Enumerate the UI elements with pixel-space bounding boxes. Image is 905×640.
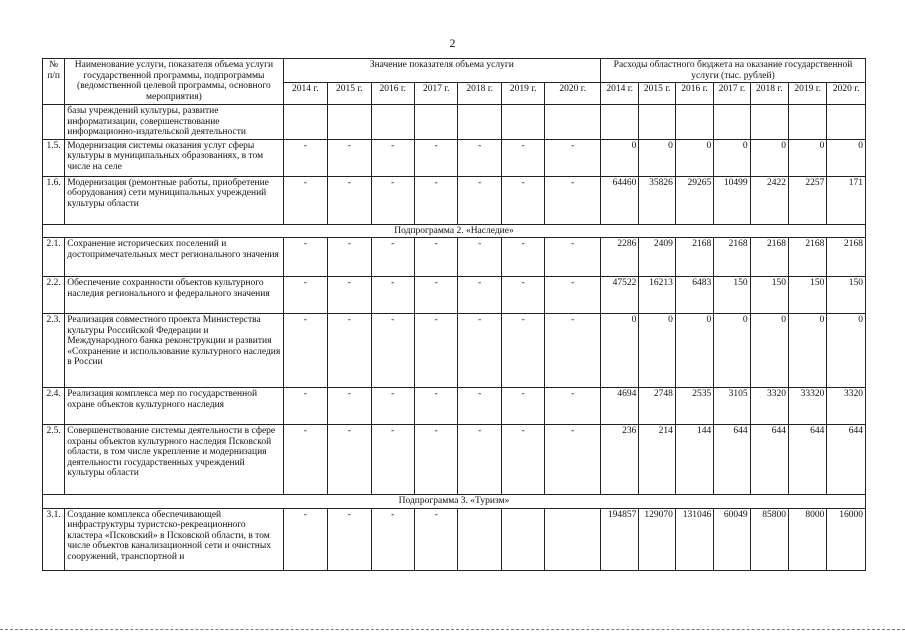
- page-number: 2: [449, 36, 456, 50]
- row-number: 2.2.: [43, 277, 65, 314]
- indicator-value: -: [328, 425, 371, 495]
- expense-value: 0: [789, 314, 827, 388]
- indicator-value: -: [415, 176, 458, 224]
- expense-value: 0: [714, 314, 750, 388]
- expense-value: 0: [675, 139, 713, 176]
- indicator-value: -: [501, 139, 544, 176]
- service-name: базы учреждений культуры, развитие информатизации, совершенствование информационно-издательской деятельности: [65, 105, 283, 140]
- indicator-value: -: [545, 314, 601, 388]
- expense-value: 150: [789, 277, 827, 314]
- row-number: [43, 105, 65, 140]
- indicator-value: [458, 105, 501, 140]
- header-num: № п/п: [43, 59, 65, 105]
- header-expense-year: 2019 г.: [789, 83, 827, 105]
- expense-value: 2286: [601, 238, 639, 277]
- header-name: Наименование услуги, показателя объема услуги государственной программы, подпрограммы (ведомственной целевой программы, основного мероприятия): [65, 59, 283, 105]
- indicator-value: -: [501, 388, 544, 425]
- indicator-value: -: [545, 139, 601, 176]
- header-values-group: Значение показателя объема услуги: [283, 59, 600, 83]
- indicator-value: -: [283, 388, 327, 425]
- table-row: [43, 176, 866, 224]
- expense-value: [675, 105, 713, 140]
- expense-value: 35826: [639, 176, 675, 224]
- expense-value: 6483: [675, 277, 713, 314]
- expense-value: 214: [639, 425, 675, 495]
- expense-value: 0: [639, 314, 675, 388]
- expense-value: 0: [827, 314, 866, 388]
- indicator-value: -: [545, 388, 601, 425]
- expense-value: 2748: [639, 388, 675, 425]
- expense-value: 47522: [601, 277, 639, 314]
- expense-value: 64460: [601, 176, 639, 224]
- indicator-value: [371, 105, 414, 140]
- expense-value: 129070: [639, 508, 675, 570]
- expense-value: 0: [601, 139, 639, 176]
- expense-value: 2168: [789, 238, 827, 277]
- expense-value: 8000: [789, 508, 827, 570]
- indicator-value: -: [283, 508, 327, 570]
- header-expense-year: 2018 г.: [750, 83, 788, 105]
- expense-value: 150: [750, 277, 788, 314]
- indicator-value: -: [371, 139, 414, 176]
- indicator-value: -: [371, 238, 414, 277]
- indicator-value: -: [545, 277, 601, 314]
- row-number: 1.6.: [43, 176, 65, 224]
- service-name: Совершенствование системы деятельности в сфере охраны объектов культурного наследия Псковской области, в том числе укрепление и модернизация деятельности государственных учреждений культуры области: [65, 425, 283, 495]
- indicator-value: -: [328, 139, 371, 176]
- expense-value: 4694: [601, 388, 639, 425]
- expense-value: 194857: [601, 508, 639, 570]
- service-name: Сохранение исторических поселений и достопримечательных мест регионального значения: [65, 238, 283, 277]
- indicator-value: [501, 105, 544, 140]
- indicator-value: -: [328, 277, 371, 314]
- subprogram-title: Подпрограмма 3. «Туризм»: [43, 495, 866, 509]
- indicator-value: -: [458, 238, 501, 277]
- expense-value: 3320: [827, 388, 866, 425]
- header-expenses-group: Расходы областного бюджета на оказание государственной услуги (тыс. рублей): [601, 59, 866, 83]
- expense-value: 644: [714, 425, 750, 495]
- expense-value: [639, 105, 675, 140]
- expense-value: 150: [827, 277, 866, 314]
- expense-value: 0: [750, 139, 788, 176]
- service-name: Реализация комплекса мер по государственной охране объектов культурного наследия: [65, 388, 283, 425]
- expense-value: 16213: [639, 277, 675, 314]
- expense-value: 2535: [675, 388, 713, 425]
- table-row: [43, 277, 866, 314]
- expense-value: 2168: [714, 238, 750, 277]
- table-row: [43, 388, 866, 425]
- service-name: Обеспечение сохранности объектов культурного наследия регионального и федерального значения: [65, 277, 283, 314]
- table-row: [43, 238, 866, 277]
- header-value-year: 2016 г.: [371, 83, 414, 105]
- expense-value: 33320: [789, 388, 827, 425]
- indicator-value: -: [458, 176, 501, 224]
- indicator-value: -: [415, 238, 458, 277]
- subprogram-row: [43, 495, 866, 509]
- indicator-value: -: [415, 425, 458, 495]
- expense-value: 150: [714, 277, 750, 314]
- expense-value: 60049: [714, 508, 750, 570]
- indicator-value: -: [415, 277, 458, 314]
- expense-value: 0: [714, 139, 750, 176]
- indicator-value: -: [371, 388, 414, 425]
- subprogram-row: [43, 224, 866, 238]
- indicator-value: -: [371, 277, 414, 314]
- indicator-value: [501, 508, 544, 570]
- table-row: [43, 105, 866, 140]
- indicator-value: -: [328, 238, 371, 277]
- indicator-value: -: [501, 238, 544, 277]
- indicator-value: -: [501, 176, 544, 224]
- indicator-value: [283, 105, 327, 140]
- expense-value: [789, 105, 827, 140]
- indicator-value: -: [501, 425, 544, 495]
- indicator-value: [328, 105, 371, 140]
- table-row: [43, 314, 866, 388]
- indicator-value: -: [328, 176, 371, 224]
- service-name: Создание комплекса обеспечивающей инфраструктуры туристско-рекреационного кластера «Псковский» в Псковской области, в том числе объектов канализационной сети и очистных сооружений, транспортной и: [65, 508, 283, 570]
- indicator-value: -: [501, 314, 544, 388]
- indicator-value: -: [415, 314, 458, 388]
- indicator-value: -: [283, 425, 327, 495]
- expense-value: 3105: [714, 388, 750, 425]
- expense-value: 0: [601, 314, 639, 388]
- indicator-value: -: [545, 238, 601, 277]
- expense-value: 0: [675, 314, 713, 388]
- expense-value: 644: [789, 425, 827, 495]
- expense-value: 85800: [750, 508, 788, 570]
- row-number: 2.3.: [43, 314, 65, 388]
- expense-value: 171: [827, 176, 866, 224]
- header-expense-year: 2017 г.: [714, 83, 750, 105]
- indicator-value: -: [458, 388, 501, 425]
- indicator-value: [545, 105, 601, 140]
- expense-value: 131046: [675, 508, 713, 570]
- service-name: Реализация совместного проекта Министерства культуры Российской Федерации и Международного банка реконструкции и развития «Сохранение и использование культурного наследия в России: [65, 314, 283, 388]
- indicator-value: -: [545, 425, 601, 495]
- expense-value: 2168: [750, 238, 788, 277]
- indicator-value: -: [371, 425, 414, 495]
- header-value-year: 2019 г.: [501, 83, 544, 105]
- table-row: [43, 425, 866, 495]
- row-number: 2.4.: [43, 388, 65, 425]
- expense-value: 2168: [675, 238, 713, 277]
- indicator-value: -: [545, 176, 601, 224]
- expense-value: 29265: [675, 176, 713, 224]
- scan-edge-line: [0, 629, 905, 630]
- indicator-value: -: [458, 277, 501, 314]
- expense-value: [750, 105, 788, 140]
- header-value-year: 2015 г.: [328, 83, 371, 105]
- indicator-value: -: [328, 508, 371, 570]
- indicator-value: -: [283, 139, 327, 176]
- row-number: 3.1.: [43, 508, 65, 570]
- expense-value: 0: [827, 139, 866, 176]
- header-expense-year: 2014 г.: [601, 83, 639, 105]
- service-name: Модернизация (ремонтные работы, приобретение оборудования) сети муниципальных учреждений культуры области: [65, 176, 283, 224]
- indicator-value: -: [458, 314, 501, 388]
- expense-value: 10499: [714, 176, 750, 224]
- expense-value: 16000: [827, 508, 866, 570]
- expense-value: [827, 105, 866, 140]
- header-value-year: 2014 г.: [283, 83, 327, 105]
- row-number: 1.5.: [43, 139, 65, 176]
- indicator-value: -: [283, 277, 327, 314]
- expense-value: 2409: [639, 238, 675, 277]
- indicator-value: -: [458, 139, 501, 176]
- expense-value: [714, 105, 750, 140]
- expense-value: 644: [750, 425, 788, 495]
- header-expense-year: 2015 г.: [639, 83, 675, 105]
- expense-value: 0: [789, 139, 827, 176]
- indicator-value: [458, 508, 501, 570]
- expense-value: 236: [601, 425, 639, 495]
- indicator-value: [415, 105, 458, 140]
- indicator-value: -: [283, 314, 327, 388]
- expense-value: 0: [639, 139, 675, 176]
- indicator-value: -: [283, 238, 327, 277]
- expense-value: 144: [675, 425, 713, 495]
- indicator-value: -: [415, 508, 458, 570]
- indicator-value: -: [328, 314, 371, 388]
- row-number: 2.5.: [43, 425, 65, 495]
- expense-value: [601, 105, 639, 140]
- header-value-year: 2020 г.: [545, 83, 601, 105]
- indicator-value: -: [501, 277, 544, 314]
- services-table: [42, 58, 866, 571]
- expense-value: 3320: [750, 388, 788, 425]
- service-name: Модернизация системы оказания услуг сферы культуры в муниципальных образованиях, в том числе на селе: [65, 139, 283, 176]
- header-value-year: 2017 г.: [415, 83, 458, 105]
- expense-value: 0: [750, 314, 788, 388]
- indicator-value: -: [283, 176, 327, 224]
- header-value-year: 2018 г.: [458, 83, 501, 105]
- subprogram-title: Подпрограмма 2. «Наследие»: [43, 224, 866, 238]
- indicator-value: -: [371, 508, 414, 570]
- row-number: 2.1.: [43, 238, 65, 277]
- indicator-value: -: [458, 425, 501, 495]
- indicator-value: -: [371, 314, 414, 388]
- indicator-value: -: [415, 139, 458, 176]
- header-expense-year: 2016 г.: [675, 83, 713, 105]
- expense-value: 644: [827, 425, 866, 495]
- table-row: [43, 139, 866, 176]
- indicator-value: -: [328, 388, 371, 425]
- indicator-value: [545, 508, 601, 570]
- table-row: [43, 508, 866, 570]
- indicator-value: -: [415, 388, 458, 425]
- expense-value: 2257: [789, 176, 827, 224]
- expense-value: 2168: [827, 238, 866, 277]
- header-expense-year: 2020 г.: [827, 83, 866, 105]
- indicator-value: -: [371, 176, 414, 224]
- expense-value: 2422: [750, 176, 788, 224]
